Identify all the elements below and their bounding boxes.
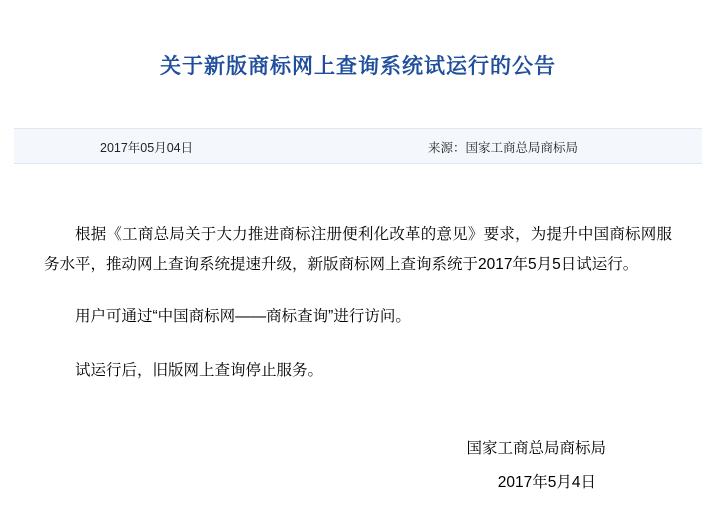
paragraph: 试运行后，旧版网上查询停止服务。 bbox=[75, 362, 324, 380]
publish-date: 2017年05月04日 bbox=[100, 141, 194, 156]
paragraph: 用户可通过“中国商标网——商标查询”进行访问。 bbox=[75, 308, 411, 326]
article-body bbox=[44, 164, 672, 500]
signature-block bbox=[44, 432, 672, 500]
signature-date: 2017年5月4日 bbox=[497, 474, 596, 492]
title-area bbox=[0, 0, 716, 82]
source-label: 来源：国家工商总局商标局 bbox=[428, 141, 579, 156]
paragraph: 根据《工商总局关于大力推进商标注册便利化改革的意见》要求，为提升中国商标网服务水平，推动网上查询系统提速升级，新版商标网上查询系统于2017年5月5日试运行。 bbox=[44, 226, 672, 274]
metadata-bar bbox=[14, 128, 702, 164]
page-title: 关于新版商标网上查询系统试运行的公告 bbox=[160, 55, 556, 79]
signature-organization: 国家工商总局商标局 bbox=[466, 440, 606, 458]
